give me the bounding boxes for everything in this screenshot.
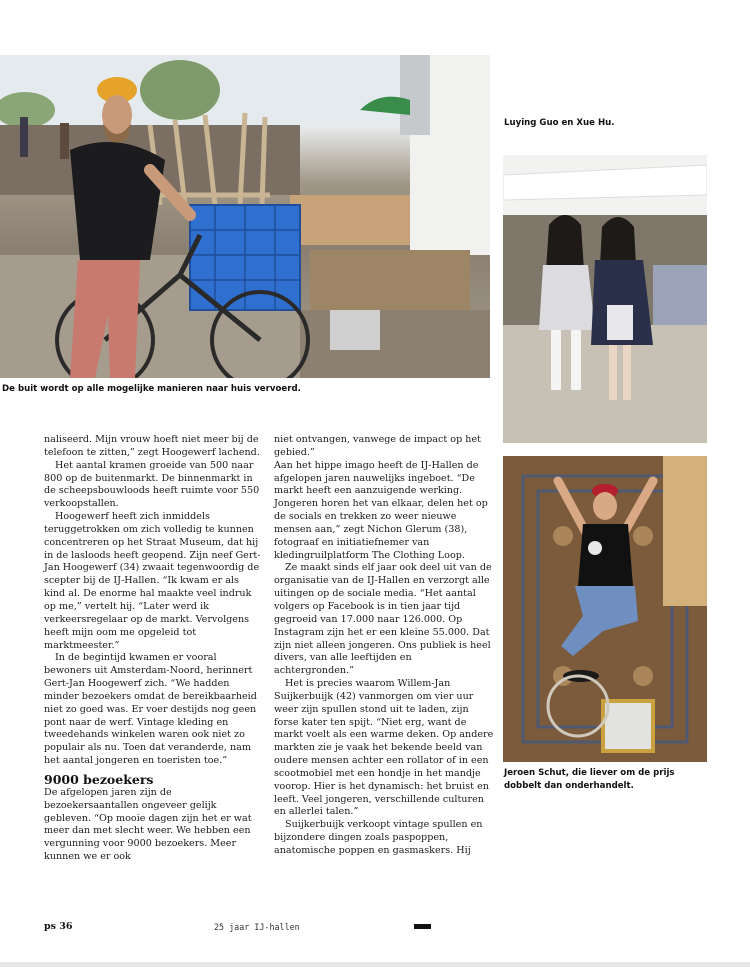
footer-end-mark: [414, 924, 431, 929]
page-number: ps 36: [44, 921, 73, 932]
paragraph: Het aantal kramen groeide van 500 naar 800 op de buitenmarkt. De binnenmarkt in de scheepsbouwloods heeft ruimte voor 550 verkoopstallen.: [44, 459, 260, 510]
market-photo-caption: De buit wordt op alle mogelijke manieren naar huis vervoerd.: [2, 384, 301, 394]
section-heading: 9000 bezoekers: [44, 771, 154, 787]
market-photo: [0, 55, 490, 378]
paragraph: Het is precies waarom Willem-Jan Suijkerbuijk (42) vanmorgen om vier uur weer zijn spullen stond uit te laden, zijn forse kater ten spijt. “Niet erg, want de markt voelt als een warme deken. Op andere markten zie je vaak het bekende beeld van oudere mensen achter een rollator of in een scootmobiel met een hondje in het mandje voorop. Hier is het dynamisch: het bruist en leeft. Veel jongeren, verschillende culturen en allerlei talen.”: [274, 678, 494, 818]
man-photo-caption: Jeroen Schut, die liever om de prijs dobbelt dan onderhandelt.: [504, 768, 675, 791]
article-column-2: [274, 434, 494, 858]
paragraph: Aan het hippe imago heeft de IJ-Hallen de afgelopen jaren nauwelijks ingeboet. “De markt heeft een aanzuigende werking. Jongeren horen het van elkaar, delen het op de socials en trekken zo weer nieuwe mensen aan,” zegt Nichon Glerum (38), fotograaf en initiatiefnemer van kledingruilplatform The Clothing Loop.: [274, 459, 488, 561]
paragraph: De afgelopen jaren zijn de bezoekersaantallen ongeveer gelijk gebleven. “Op mooie dagen zijn het er wat meer dan met slecht weer. We hebben een vergunning voor 9000 bezoekers. Meer kunnen we er ook: [44, 786, 252, 863]
paragraph: Hoogewerf heeft zich inmiddels teruggetrokken om zich volledig te kunnen concentreren op het Straat Museum, dat hij in de lasloods heeft geopend. Zijn neef Gert-Jan Hoogewerf (34) zwaait tegenwoordig de scepter bij de IJ-Hallen. “Ik kwam er als kind al. De enorme hal maakte veel indruk op me,” vertelt hij. “Later werd ik verkeersregelaar op de markt. Vervolgens heeft mijn oom me opgeleid tot marktmeester.”: [44, 511, 261, 651]
paragraph: In de begintijd kwamen er vooral bewoners uit Amsterdam-Noord, herinnert Gert-Jan Hoogewerf zich. “We hadden minder bezoekers omdat de bereikbaarheid niet zo goed was. Er voer destijds nog geen pont naar de werf. Vintage kleding en tweedehands winkelen waren ook niet zo populair als nu. Toen dat veranderde, nam het aantal jongeren en toeristen toe.”: [44, 652, 257, 767]
paragraph: niet ontvangen, vanwege de impact op het gebied.”: [274, 434, 481, 458]
paragraph: naliseerd. Mijn vrouw hoeft niet meer bij de telefoon te zitten,” zegt Hoogewerf lachend.: [44, 434, 260, 458]
bottom-edge-bar: [0, 962, 750, 967]
girls-photo: [503, 155, 707, 443]
article-column-1: [44, 434, 263, 864]
girls-photo-caption: Luying Guo en Xue Hu.: [504, 118, 615, 128]
footer-section-title: 25 jaar IJ-hallen: [214, 922, 300, 932]
paragraph: Ze maakt sinds elf jaar ook deel uit van de organisatie van de IJ-Hallen en verzorgt alle uitingen op de sociale media. “Het aantal volgers op Facebook is in tien jaar tijd gegroeid van 17.000 naar 126.000. Op Instagram zijn het er een kleine 55.000. Dat zijn niet alleen jongeren. Ons publiek is heel divers, van alle leeftijden en achtergronden.”: [274, 562, 492, 677]
paragraph: Suijkerbuijk verkoopt vintage spullen en bijzondere dingen zoals paspoppen, anatomische poppen en gasmaskers. Hij: [274, 819, 483, 856]
man-on-carpet-photo: [503, 456, 707, 762]
